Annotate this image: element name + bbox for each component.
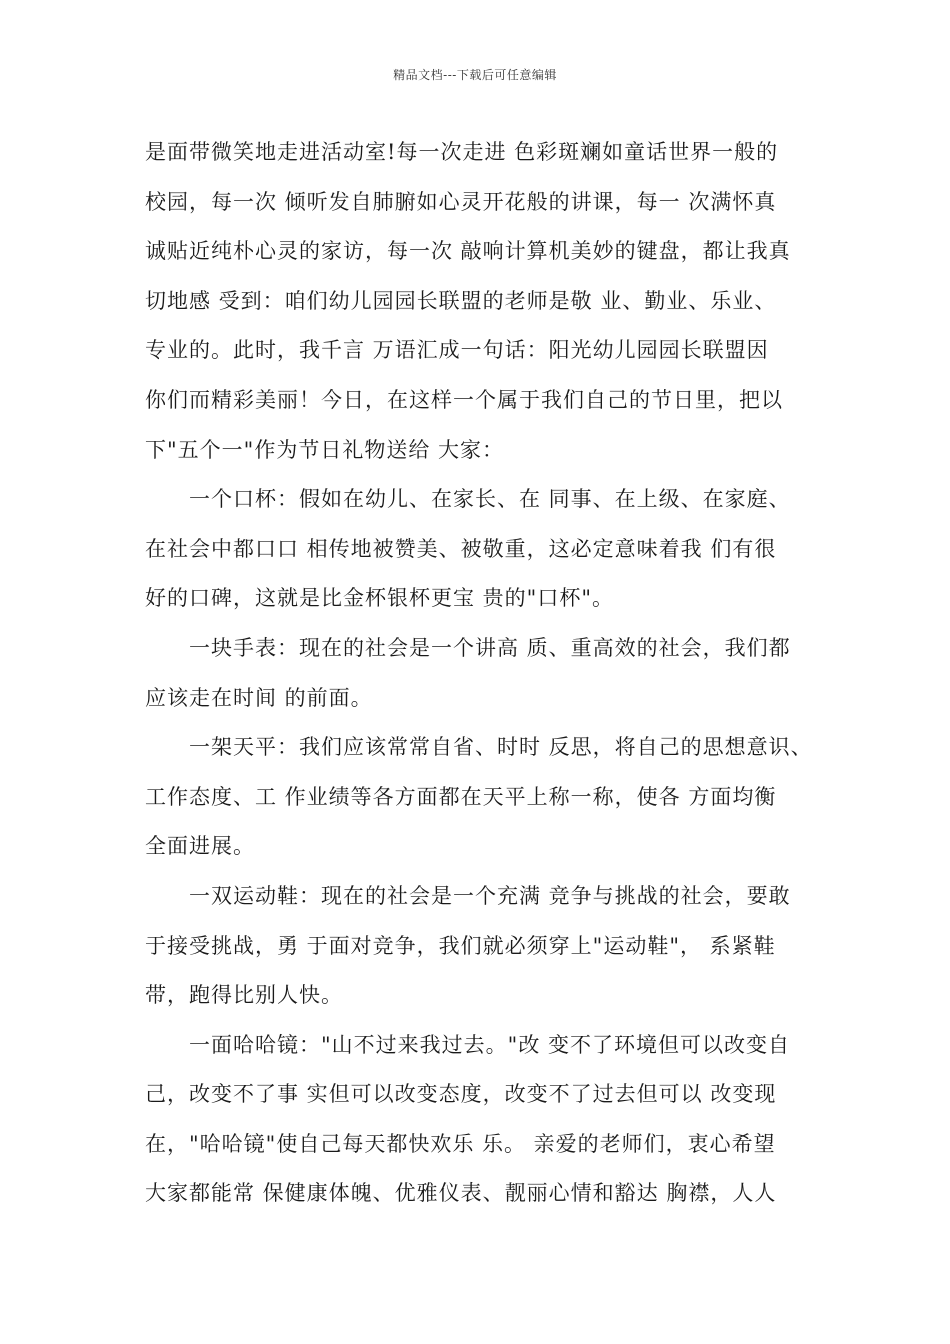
document-body: [145, 128, 845, 1219]
paragraph-start-line: 一块手表：现在的社会是一个讲高 质、重高效的社会，我们都: [189, 635, 791, 660]
text-line: 你们而精彩美丽！今日，在这样一个属于我们自己的节日里，把以: [145, 387, 783, 412]
paragraph-start-line: 一面哈哈镜："山不过来我过去。"改 变不了环境但可以改变自: [189, 1032, 790, 1057]
text-line: 应该走在时间 的前面。: [145, 685, 373, 710]
text-line: 大家都能常 保健康体魄、优雅仪表、靓丽心情和豁达 胸襟，人人: [145, 1181, 777, 1206]
text-line: 全面进展。: [145, 834, 255, 859]
text-line: 工作态度、工 作业绩等各方面都在天平上称一称，使各 方面均衡: [145, 784, 777, 809]
text-line: 校园，每一次 倾听发自肺腑如心灵开花般的讲课，每一 次满怀真: [145, 189, 777, 214]
text-line: 切地感 受到：咱们幼儿园园长联盟的老师是敬 业、勤业、乐业、: [145, 288, 777, 313]
text-line: 己，改变不了事 实但可以改变态度，改变不了过去但可以 改变现: [145, 1082, 777, 1107]
text-line: 好的口碑，这就是比金杯银杯更宝 贵的"口杯"。: [145, 586, 614, 611]
page-header: 精品文档---下载后可任意编辑: [393, 68, 557, 82]
text-line: 带，跑得比别人快。: [145, 983, 343, 1008]
paragraph-start-line: 一双运动鞋：现在的社会是一个充满 竞争与挑战的社会，要敢: [189, 883, 791, 908]
text-line: 诚贴近纯朴心灵的家访，每一次 敲响计算机美妙的键盘，都让我真: [145, 239, 791, 264]
paragraph-start-line: 一个口杯：假如在幼儿、在家长、在 同事、在上级、在家庭、: [189, 487, 791, 512]
paragraph-start-line: 一架天平：我们应该常常自省、时时 反思，将自己的思想意识、: [189, 735, 813, 760]
text-line: 在社会中都口口 相传地被赞美、被敬重，这必定意味着我 们有很: [145, 536, 777, 561]
text-line: 专业的。此时，我千言 万语汇成一句话：阳光幼儿园园长联盟因: [145, 338, 769, 363]
text-line: 下"五个一"作为节日礼物送给 大家：: [145, 437, 504, 462]
text-line: 是面带微笑地走进活动室!每一次走进 色彩斑斓如童话世界一般的: [145, 140, 779, 164]
text-line: 于接受挑战，勇 于面对竞争，我们就必须穿上"运动鞋"， 系紧鞋: [145, 933, 776, 958]
text-line: 在，"哈哈镜"使自己每天都快欢乐 乐。 亲爱的老师们，衷心希望: [145, 1131, 776, 1156]
